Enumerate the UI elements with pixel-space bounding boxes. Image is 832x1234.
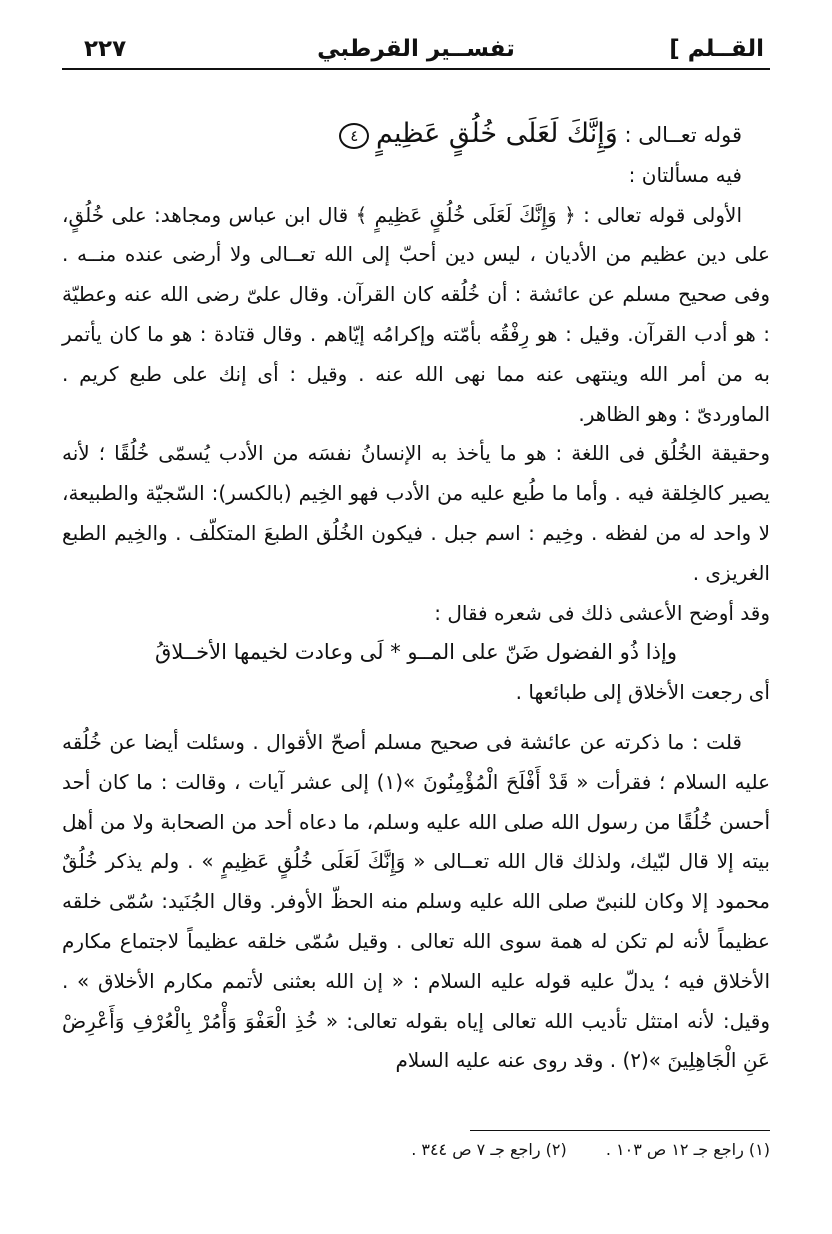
footnote-1: (١) راجع جـ ١٢ ص ١٠٣ . <box>605 1140 770 1159</box>
body-text <box>62 114 770 1081</box>
footnote-2: (٢) راجع جـ ٧ ص ٣٤٤ . <box>411 1140 567 1159</box>
poetry-note: أى رجعت الأخلاق إلى طبائعها . <box>515 680 770 705</box>
footnotes <box>62 1140 770 1159</box>
paragraph-poetry-intro: وقد أوضح الأعشى ذلك فى شعره فقال : <box>434 600 770 625</box>
issues-heading: فيه مسألتان : <box>628 162 742 187</box>
paragraph-gap <box>62 713 770 723</box>
footnote-rule <box>470 1130 770 1131</box>
page-number: ٢٢٧ <box>84 36 127 62</box>
header-rule <box>62 68 770 70</box>
verse-intro: قوله تعــالى : <box>624 123 742 147</box>
paragraph-first-issue: الأولى قوله تعالى : ﴿ وَإِنَّكَ لَعَلَى خُلُقٍ عَظِيمٍ ﴾ قال ابن عباس ومجاهد: على خُلُقٍ، على دين عظيم من الأديان ، ليس دين أحبّ إلى الله تعــالى ولا أرضى عنده منــه . وفى صحيح مسلم عن عائشة : أن خُلُقه كان القرآن. وقال علىّ رضى الله عنه وعطيّة : هو أدب القرآن. وقيل : هو رِفْقُه بأمّته وإكرامُه إيّاهم . وقال قتادة : هو ما كان يأتمر به من أمر الله وينتهى عنه مما نهى الله عنه . وقيل : أى إنك على طبع كريم . الماوردىّ : وهو الظاهر. <box>62 202 770 426</box>
verse-number-badge: ٤ <box>339 123 369 149</box>
verse-heading <box>62 114 770 156</box>
paragraph-definition: وحقيقة الخُلُق فى اللغة : هو ما يأخذ به الإنسانُ نفسَه من الأدب يُسمّى خُلُقًا ؛ لأنه يصير كالخِلقة فيه . وأما ما طُبع عليه من الأدب فهو الخِيم (بالكسر): السّجيّة والطبيعة، لا واحد له من لفظه . وخِيم : اسم جبل . فيكون الخُلُق الطبعَ المتكلّف . والخِيم الطبع الغريزى . <box>62 441 770 585</box>
verse-ayah: وَإِنَّكَ لَعَلَى خُلُقٍ عَظِيمٍ <box>375 118 618 149</box>
paragraph-qult: قلت : ما ذكرته عن عائشة فى صحيح مسلم أصحّ الأقوال . وسئلت أيضا عن خُلُقه عليه السلام ؛ فقرأت « قَدْ أَفْلَحَ الْمُؤْمِنُونَ »(١) إلى عشر آيات ، وقالت : ما كان أحد أحسن خُلُقًا من رسول الله صلى الله عليه وسلم، ما دعاه أحد من الصحابة ولا من أهل بيته إلا قال لبّيك، ولذلك قال الله تعــالى « وَإِنَّكَ لَعَلَى خُلُقٍ عَظِيمٍ » . ولم يذكر خُلُقٌ محمود إلا وكان للنبىّ صلى الله عليه وسلم منه الحظّ الأوفر. وقال الجُنَيد: سُمّى خلقه عظيماً لأنه لم تكن له همة سوى الله تعالى . وقيل سُمّى خلقه عظيماً لاجتماع مكارم الأخلاق فيه ؛ يدلّ عليه قوله عليه السلام : « إن الله بعثنى لأتمم مكارم الأخلاق » . وقيل: لأنه امتثل تأديب الله تعالى إياه بقوله تعالى: « خُذِ الْعَفْوَ وَأْمُرْ بِالْعُرْفِ وَأَعْرِضْ عَنِ الْجَاهِلِينَ »(٢) . وقد روى عنه عليه السلام <box>62 729 770 1073</box>
poetry-line: وإذا ذُو الفضول ضَنّ على المــو * لَى وعادت لخيمها الأخــلاقُ <box>155 640 677 665</box>
running-head <box>62 22 770 72</box>
surah-name: القــلم ] <box>669 36 764 62</box>
book-title: تفســير القرطبي <box>317 36 515 62</box>
